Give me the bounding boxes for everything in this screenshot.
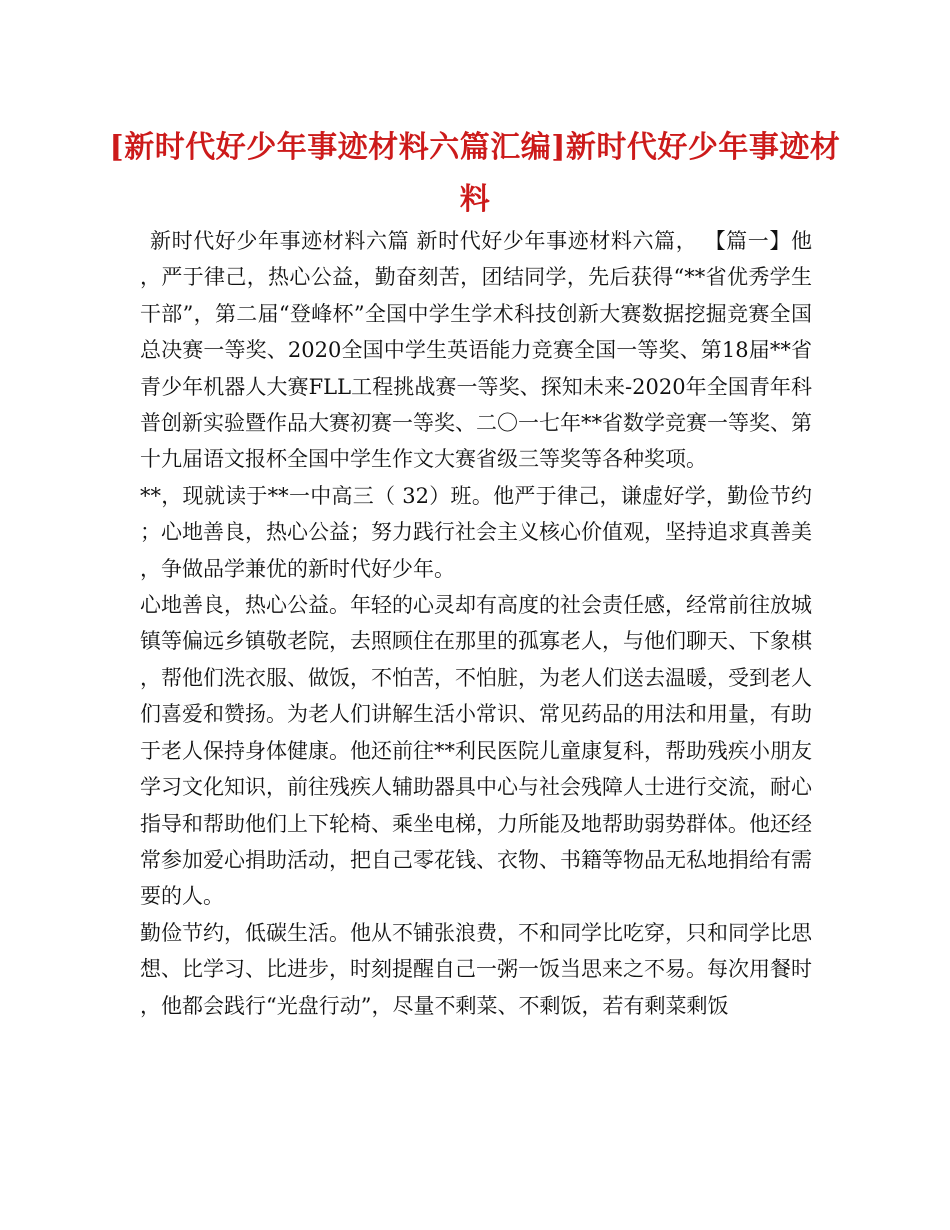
paragraph-intro: 新时代好少年事迹材料六篇 新时代好少年事迹材料六篇， 【篇一】他，严于律己，热心公益，勤奋刻苦，团结同学，先后获得“**省优秀学生干部”，第二届“登峰杯”全国中学生学术科技创新大赛数据挖掘竞赛全国总决赛一等奖、2020全国中学生英语能力竞赛全国一等奖、第18届**省青少年机器人大赛FLL工程挑战赛一等奖、探知未来-2020年全国青年科普创新实验暨作品大赛初赛一等奖、二〇一七年**省数学竞赛一等奖、第十九届语文报杯全国中学生作文大赛省级三等奖等各种奖项。 <box>140 229 812 472</box>
paragraph-frugality: 勤俭节约，低碳生活。他从不铺张浪费，不和同学比吃穿，只和同学比思想、比学习、比进步，时刻提醒自己一粥一饭当思来之不易。每次用餐时，他都会践行“光盘行动”，尽量不剩菜、不剩饭，若有剩菜剩饭 <box>140 920 812 1018</box>
document-title: [新时代好少年事迹材料六篇汇编]新时代好少年事迹材料 <box>109 130 841 217</box>
paragraph-public-welfare: 心地善良，热心公益。年轻的心灵却有高度的社会责任感，经常前往放城镇等偏远乡镇敬老院，去照顾住在那里的孤寡老人，与他们聊天、下象棋，帮他们洗衣服、做饭，不怕苦，不怕脏，为老人们送去温暖，受到老人们喜爱和赞扬。为老人们讲解生活小常识、常见药品的用法和用量，有助于老人保持身体健康。他还前往**利民医院儿童康复科，帮助残疾小朋友学习文化知识，前往残疾人辅助器具中心与社会残障人士进行交流，耐心指导和帮助他们上下轮椅、乘坐电梯，力所能及地帮助弱势群体。他还经常参加爱心捐助活动，把自己零花钱、衣物、书籍等物品无私地捐给有需要的人。 <box>140 593 812 909</box>
document-body <box>140 223 812 1024</box>
paragraph-profile: **，现就读于**一中高三（ 32）班。他严于律己，谦虚好学，勤俭节约；心地善良，热心公益；努力践行社会主义核心价值观，坚持追求真善美，争做品学兼优的新时代好少年。 <box>140 483 812 581</box>
